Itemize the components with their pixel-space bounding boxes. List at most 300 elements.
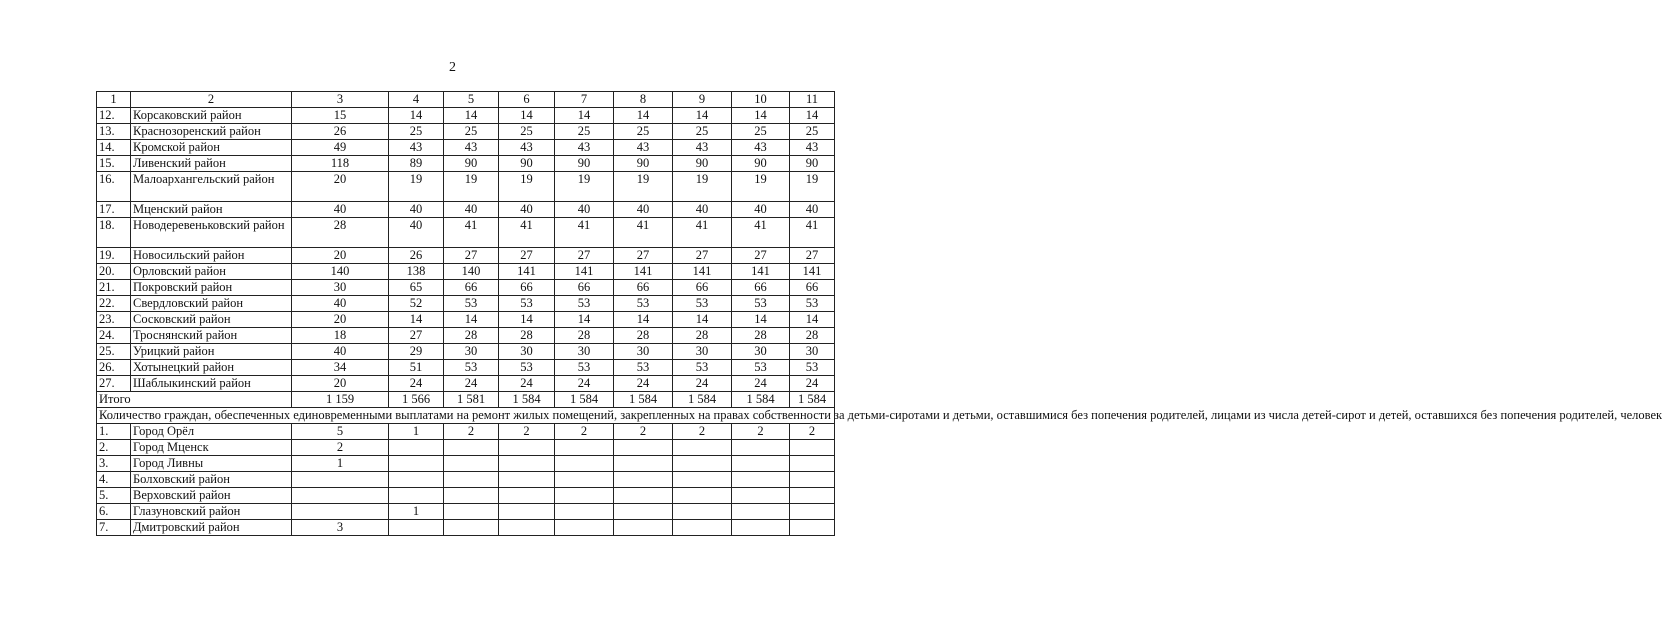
value-cell	[444, 520, 499, 536]
value-cell: 90	[732, 156, 790, 172]
value-cell: 24	[444, 376, 499, 392]
value-cell: 26	[389, 248, 444, 264]
value-cell: 53	[444, 360, 499, 376]
row-number: 27.	[97, 376, 131, 392]
district-name: Верховский район	[131, 488, 292, 504]
value-cell: 29	[389, 344, 444, 360]
value-cell	[499, 456, 555, 472]
value-cell: 30	[732, 344, 790, 360]
table-row	[97, 520, 835, 536]
value-cell: 43	[389, 140, 444, 156]
value-cell: 19	[555, 172, 614, 202]
total-value: 1 584	[499, 392, 555, 408]
district-name: Город Ливны	[131, 456, 292, 472]
value-cell: 41	[614, 218, 673, 248]
value-cell: 141	[614, 264, 673, 280]
table-row	[97, 124, 835, 140]
row-number: 6.	[97, 504, 131, 520]
value-cell	[732, 504, 790, 520]
value-cell: 43	[444, 140, 499, 156]
value-cell: 28	[444, 328, 499, 344]
value-cell: 40	[389, 202, 444, 218]
value-cell	[673, 504, 732, 520]
value-cell	[614, 520, 673, 536]
value-cell: 40	[389, 218, 444, 248]
value-cell: 43	[499, 140, 555, 156]
district-name: Ливенский район	[131, 156, 292, 172]
table-row	[97, 488, 835, 504]
table-row	[97, 344, 835, 360]
district-name: Хотынецкий район	[131, 360, 292, 376]
value-cell: 90	[790, 156, 835, 172]
value-cell	[555, 504, 614, 520]
value-cell: 41	[673, 218, 732, 248]
value-cell	[555, 520, 614, 536]
value-cell: 40	[292, 202, 389, 218]
column-number: 3	[292, 92, 389, 108]
value-cell	[732, 456, 790, 472]
total-value: 1 566	[389, 392, 444, 408]
value-cell	[790, 472, 835, 488]
row-number: 13.	[97, 124, 131, 140]
value-cell: 14	[732, 108, 790, 124]
value-cell: 66	[555, 280, 614, 296]
value-cell: 2	[444, 424, 499, 440]
value-cell: 43	[673, 140, 732, 156]
value-cell: 53	[614, 296, 673, 312]
row-number: 15.	[97, 156, 131, 172]
value-cell	[444, 440, 499, 456]
table-row	[97, 202, 835, 218]
total-value: 1 159	[292, 392, 389, 408]
value-cell: 53	[614, 360, 673, 376]
value-cell	[444, 504, 499, 520]
value-cell: 14	[499, 108, 555, 124]
value-cell: 41	[499, 218, 555, 248]
table-row	[97, 376, 835, 392]
value-cell: 27	[732, 248, 790, 264]
column-number: 7	[555, 92, 614, 108]
value-cell: 25	[389, 124, 444, 140]
value-cell: 28	[499, 328, 555, 344]
value-cell: 30	[614, 344, 673, 360]
value-cell	[444, 472, 499, 488]
column-number: 10	[732, 92, 790, 108]
value-cell: 89	[389, 156, 444, 172]
value-cell	[389, 520, 444, 536]
value-cell: 141	[790, 264, 835, 280]
district-name: Покровский район	[131, 280, 292, 296]
row-number: 22.	[97, 296, 131, 312]
value-cell: 2	[673, 424, 732, 440]
value-cell: 53	[732, 296, 790, 312]
value-cell: 24	[499, 376, 555, 392]
value-cell: 14	[614, 312, 673, 328]
table-row	[97, 296, 835, 312]
total-value: 1 584	[555, 392, 614, 408]
district-name: Глазуновский район	[131, 504, 292, 520]
value-cell: 24	[732, 376, 790, 392]
value-cell: 2	[499, 424, 555, 440]
value-cell	[732, 472, 790, 488]
table-row	[97, 504, 835, 520]
value-cell: 41	[790, 218, 835, 248]
table-row	[97, 360, 835, 376]
value-cell: 41	[555, 218, 614, 248]
value-cell: 2	[790, 424, 835, 440]
district-name: Город Орёл	[131, 424, 292, 440]
value-cell	[444, 488, 499, 504]
value-cell: 41	[444, 218, 499, 248]
value-cell: 65	[389, 280, 444, 296]
value-cell: 141	[732, 264, 790, 280]
value-cell	[555, 456, 614, 472]
value-cell: 14	[555, 108, 614, 124]
value-cell: 5	[292, 424, 389, 440]
value-cell	[673, 472, 732, 488]
value-cell	[732, 520, 790, 536]
value-cell: 66	[499, 280, 555, 296]
value-cell: 28	[790, 328, 835, 344]
value-cell: 40	[790, 202, 835, 218]
district-name: Орловский район	[131, 264, 292, 280]
district-name: Новосильский район	[131, 248, 292, 264]
value-cell: 43	[614, 140, 673, 156]
district-name: Шаблыкинский район	[131, 376, 292, 392]
value-cell: 53	[444, 296, 499, 312]
value-cell	[673, 456, 732, 472]
table-row	[97, 312, 835, 328]
value-cell: 43	[732, 140, 790, 156]
district-name: Свердловский район	[131, 296, 292, 312]
value-cell: 14	[673, 312, 732, 328]
value-cell: 140	[444, 264, 499, 280]
total-value: 1 584	[790, 392, 835, 408]
value-cell: 1	[389, 504, 444, 520]
value-cell: 27	[499, 248, 555, 264]
value-cell: 53	[555, 360, 614, 376]
table-row	[97, 156, 835, 172]
value-cell: 28	[292, 218, 389, 248]
row-number: 21.	[97, 280, 131, 296]
value-cell: 19	[614, 172, 673, 202]
column-number: 1	[97, 92, 131, 108]
table-row	[97, 472, 835, 488]
value-cell	[673, 520, 732, 536]
value-cell	[292, 472, 389, 488]
row-number: 26.	[97, 360, 131, 376]
data-table	[96, 91, 1662, 536]
value-cell: 27	[673, 248, 732, 264]
value-cell: 53	[673, 296, 732, 312]
value-cell	[444, 456, 499, 472]
value-cell: 28	[614, 328, 673, 344]
value-cell	[389, 440, 444, 456]
value-cell: 14	[555, 312, 614, 328]
value-cell: 53	[499, 360, 555, 376]
value-cell	[790, 520, 835, 536]
value-cell: 40	[732, 202, 790, 218]
row-number: 12.	[97, 108, 131, 124]
value-cell	[673, 440, 732, 456]
value-cell	[732, 488, 790, 504]
value-cell: 20	[292, 376, 389, 392]
value-cell: 40	[673, 202, 732, 218]
value-cell: 90	[444, 156, 499, 172]
value-cell: 40	[444, 202, 499, 218]
row-number: 5.	[97, 488, 131, 504]
district-name: Сосковский район	[131, 312, 292, 328]
value-cell	[555, 472, 614, 488]
table-row	[97, 140, 835, 156]
value-cell: 141	[555, 264, 614, 280]
value-cell: 30	[292, 280, 389, 296]
row-number: 4.	[97, 472, 131, 488]
value-cell	[614, 504, 673, 520]
value-cell: 27	[614, 248, 673, 264]
district-name: Дмитровский район	[131, 520, 292, 536]
value-cell	[790, 440, 835, 456]
value-cell	[555, 440, 614, 456]
value-cell: 41	[732, 218, 790, 248]
value-cell: 26	[292, 124, 389, 140]
value-cell	[389, 456, 444, 472]
value-cell: 27	[790, 248, 835, 264]
value-cell	[389, 488, 444, 504]
row-number: 14.	[97, 140, 131, 156]
value-cell	[499, 504, 555, 520]
value-cell: 18	[292, 328, 389, 344]
value-cell: 14	[444, 108, 499, 124]
value-cell	[389, 472, 444, 488]
row-number: 25.	[97, 344, 131, 360]
table-row	[97, 280, 835, 296]
value-cell: 25	[732, 124, 790, 140]
table-row	[97, 424, 835, 440]
row-number: 23.	[97, 312, 131, 328]
column-number: 2	[131, 92, 292, 108]
value-cell: 19	[732, 172, 790, 202]
value-cell: 90	[499, 156, 555, 172]
row-number: 17.	[97, 202, 131, 218]
value-cell: 66	[790, 280, 835, 296]
value-cell: 19	[790, 172, 835, 202]
value-cell: 53	[673, 360, 732, 376]
value-cell: 138	[389, 264, 444, 280]
value-cell: 25	[555, 124, 614, 140]
column-number: 4	[389, 92, 444, 108]
value-cell: 1	[389, 424, 444, 440]
value-cell: 24	[673, 376, 732, 392]
value-cell: 66	[732, 280, 790, 296]
district-name: Корсаковский район	[131, 108, 292, 124]
value-cell: 19	[389, 172, 444, 202]
value-cell: 14	[673, 108, 732, 124]
value-cell: 40	[555, 202, 614, 218]
value-cell: 53	[555, 296, 614, 312]
value-cell: 30	[499, 344, 555, 360]
value-cell: 49	[292, 140, 389, 156]
value-cell: 24	[790, 376, 835, 392]
value-cell: 53	[732, 360, 790, 376]
value-cell: 28	[732, 328, 790, 344]
value-cell: 34	[292, 360, 389, 376]
row-number: 18.	[97, 218, 131, 248]
value-cell: 53	[790, 296, 835, 312]
row-number: 20.	[97, 264, 131, 280]
value-cell: 141	[499, 264, 555, 280]
value-cell: 24	[614, 376, 673, 392]
value-cell: 14	[389, 108, 444, 124]
district-name: Урицкий район	[131, 344, 292, 360]
value-cell: 19	[499, 172, 555, 202]
value-cell	[614, 456, 673, 472]
row-number: 24.	[97, 328, 131, 344]
table-row	[97, 248, 835, 264]
value-cell: 40	[499, 202, 555, 218]
total-value: 1 581	[444, 392, 499, 408]
total-label: Итого	[97, 392, 292, 408]
table-row	[97, 440, 835, 456]
value-cell: 27	[555, 248, 614, 264]
value-cell: 2	[555, 424, 614, 440]
value-cell: 14	[732, 312, 790, 328]
row-number: 16.	[97, 172, 131, 202]
value-cell: 19	[444, 172, 499, 202]
value-cell	[499, 472, 555, 488]
value-cell: 66	[614, 280, 673, 296]
value-cell: 30	[673, 344, 732, 360]
value-cell: 14	[499, 312, 555, 328]
value-cell: 140	[292, 264, 389, 280]
value-cell: 28	[673, 328, 732, 344]
value-cell: 25	[444, 124, 499, 140]
value-cell: 25	[614, 124, 673, 140]
row-number: 19.	[97, 248, 131, 264]
value-cell	[673, 488, 732, 504]
value-cell: 66	[444, 280, 499, 296]
value-cell	[499, 440, 555, 456]
column-number: 11	[790, 92, 835, 108]
table-row	[97, 108, 835, 124]
table-row	[97, 264, 835, 280]
value-cell	[790, 456, 835, 472]
district-name: Новодеревеньковский район	[131, 218, 292, 248]
table-row	[97, 328, 835, 344]
value-cell: 19	[673, 172, 732, 202]
value-cell: 27	[444, 248, 499, 264]
column-number: 6	[499, 92, 555, 108]
total-row	[97, 392, 835, 408]
column-number: 9	[673, 92, 732, 108]
value-cell: 20	[292, 312, 389, 328]
value-cell	[732, 440, 790, 456]
value-cell: 2	[292, 440, 389, 456]
value-cell: 40	[292, 344, 389, 360]
value-cell: 118	[292, 156, 389, 172]
table-row	[97, 456, 835, 472]
value-cell: 43	[790, 140, 835, 156]
value-cell: 30	[790, 344, 835, 360]
value-cell	[614, 472, 673, 488]
district-name: Болховский район	[131, 472, 292, 488]
district-name: Малоархангельский район	[131, 172, 292, 202]
value-cell: 14	[790, 108, 835, 124]
value-cell	[499, 488, 555, 504]
district-name: Троснянский район	[131, 328, 292, 344]
value-cell: 14	[790, 312, 835, 328]
value-cell: 51	[389, 360, 444, 376]
row-number: 2.	[97, 440, 131, 456]
district-name: Мценский район	[131, 202, 292, 218]
value-cell: 20	[292, 172, 389, 202]
district-name: Город Мценск	[131, 440, 292, 456]
value-cell: 14	[614, 108, 673, 124]
row-number: 1.	[97, 424, 131, 440]
value-cell: 2	[732, 424, 790, 440]
value-cell	[292, 504, 389, 520]
value-cell	[790, 504, 835, 520]
value-cell: 27	[389, 328, 444, 344]
value-cell: 2	[614, 424, 673, 440]
value-cell: 30	[555, 344, 614, 360]
value-cell	[292, 488, 389, 504]
value-cell: 90	[673, 156, 732, 172]
column-number: 8	[614, 92, 673, 108]
total-value: 1 584	[673, 392, 732, 408]
value-cell: 14	[389, 312, 444, 328]
value-cell: 90	[555, 156, 614, 172]
section-heading-row	[97, 408, 835, 424]
value-cell: 66	[673, 280, 732, 296]
value-cell	[790, 488, 835, 504]
value-cell: 3	[292, 520, 389, 536]
header-row	[97, 92, 835, 108]
table-row	[97, 172, 835, 202]
section-title: Количество граждан, обеспеченных единовременными выплатами на ремонт жилых помещений, закрепленных на правах собственности за детьми-сиротами и детьми, оставшимися без попечения родителей, лицами из числа детей-сирот и детей, оставшихся без попечения родителей, человек	[97, 408, 835, 424]
value-cell: 53	[790, 360, 835, 376]
value-cell: 24	[555, 376, 614, 392]
value-cell: 40	[614, 202, 673, 218]
page-number: 2	[449, 60, 456, 75]
district-name: Кромской район	[131, 140, 292, 156]
value-cell	[614, 440, 673, 456]
value-cell: 1	[292, 456, 389, 472]
table-row	[97, 218, 835, 248]
value-cell	[499, 520, 555, 536]
value-cell	[614, 488, 673, 504]
value-cell: 20	[292, 248, 389, 264]
row-number: 7.	[97, 520, 131, 536]
value-cell: 15	[292, 108, 389, 124]
value-cell: 53	[499, 296, 555, 312]
value-cell: 25	[790, 124, 835, 140]
district-name: Краснозоренский район	[131, 124, 292, 140]
value-cell: 28	[555, 328, 614, 344]
value-cell: 25	[673, 124, 732, 140]
total-value: 1 584	[732, 392, 790, 408]
value-cell	[555, 488, 614, 504]
value-cell: 14	[444, 312, 499, 328]
value-cell: 40	[292, 296, 389, 312]
value-cell: 30	[444, 344, 499, 360]
row-number: 3.	[97, 456, 131, 472]
value-cell: 90	[614, 156, 673, 172]
value-cell: 25	[499, 124, 555, 140]
value-cell: 52	[389, 296, 444, 312]
total-value: 1 584	[614, 392, 673, 408]
column-number: 5	[444, 92, 499, 108]
